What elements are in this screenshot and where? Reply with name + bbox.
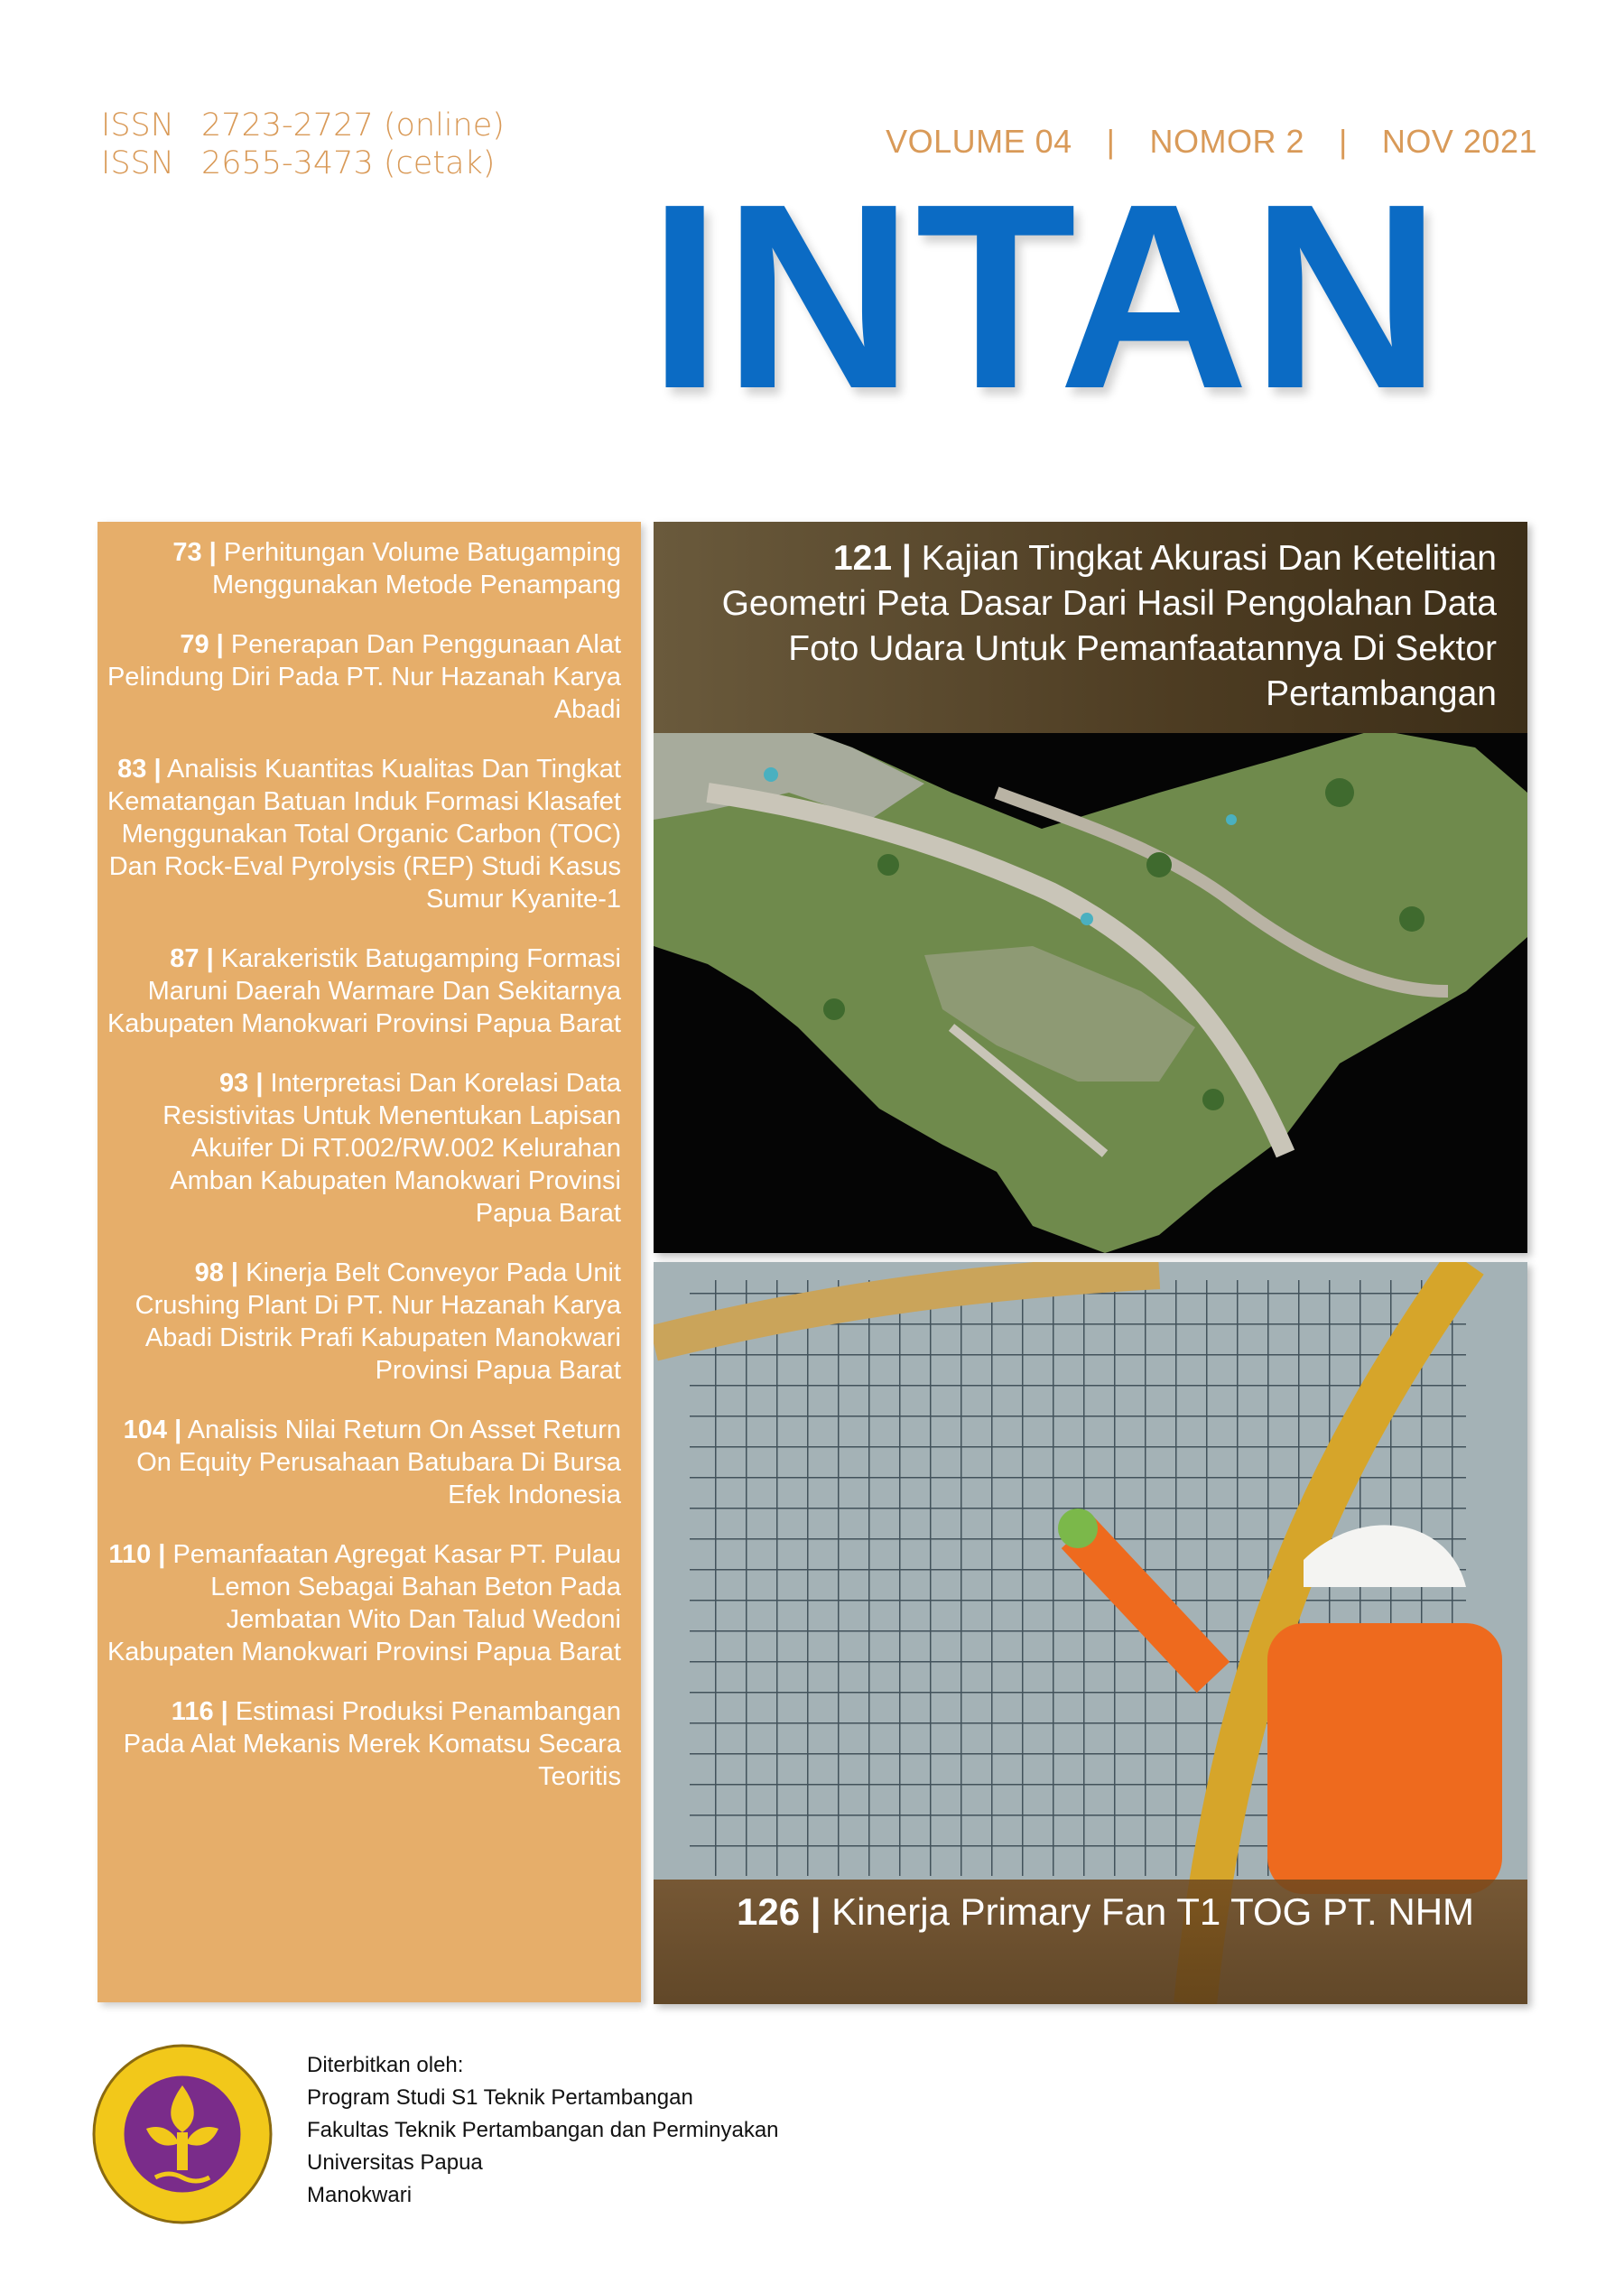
toc-item[interactable]: 79 | Penerapan Dan Penggunaan Alat Pelindung Diri Pada PT. Nur Hazanah Karya Abadi — [107, 630, 621, 724]
issn-online: ISSN 2723-2727 (online) — [101, 107, 505, 144]
separator: | — [1339, 123, 1348, 160]
publisher-info: Diterbitkan oleh: Program Studi S1 Teknik Pertambangan Fakultas Teknik Pertambangan dan Perminyakan Universitas Papua Manokwari — [307, 2053, 779, 2207]
number: NOMOR 2 — [1149, 123, 1305, 160]
journal-title: INTAN — [648, 149, 1443, 443]
toc-item[interactable]: 87 | Karakeristik Batugamping Formasi Maruni Daerah Warmare Dan Sekitarnya Kabupaten Manokwari Provinsi Papua Barat — [107, 944, 621, 1038]
issue-date: NOV 2021 — [1381, 123, 1537, 160]
feature-caption[interactable]: 126 | Kinerja Primary Fan T1 TOG PT. NHM — [737, 1890, 1475, 1933]
university-seal-icon — [90, 2042, 274, 2226]
volume: VOLUME 04 — [886, 123, 1072, 160]
feature-caption[interactable]: 121 | Kajian Tingkat Akurasi Dan Ketelitian Geometri Peta Dasar Dari Hasil Pengolahan Data Foto Udara Untuk Pemanfaatannya Di Sektor Pertambangan — [721, 539, 1497, 713]
toc-item[interactable]: 93 | Interpretasi Dan Korelasi Data Resistivitas Untuk Menentukan Lapisan Akuifer Di RT.002/RW.002 Kelurahan Amban Kabupaten Manokwari Provinsi Papua Barat — [162, 1069, 621, 1228]
table-of-contents — [97, 522, 641, 2002]
toc-item[interactable]: 98 | Kinerja Belt Conveyor Pada Unit Crushing Plant Di PT. Nur Hazanah Karya Abadi Distrik Prafi Kabupaten Manokwari Provinsi Papua Barat — [135, 1258, 621, 1385]
toc-item[interactable]: 73 | Perhitungan Volume Batugamping Menggunakan Metode Penampang — [172, 538, 621, 599]
worker-photo-feature — [654, 1262, 1527, 2004]
toc-item[interactable]: 110 | Pemanfaatan Agregat Kasar PT. Pulau Lemon Sebagai Bahan Beton Pada Jembatan Wito Dan Talud Wedoni Kabupaten Manokwari Provinsi Papua Barat — [107, 1540, 621, 1666]
toc-item[interactable]: 83 | Analisis Kuantitas Kualitas Dan Tingkat Kematangan Batuan Induk Formasi Klasafet Menggunakan Total Organic Carbon (TOC) Dan Rock-Eval Pyrolysis (REP) Studi Kasus Sumur Kyanite-1 — [107, 755, 621, 914]
issn-print: ISSN 2655-3473 (cetak) — [101, 145, 496, 181]
separator: | — [1106, 123, 1116, 160]
toc-item[interactable]: 116 | Estimasi Produksi Penambangan Pada Alat Mekanis Merek Komatsu Secara Teoritis — [123, 1697, 621, 1791]
aerial-photo-feature — [654, 522, 1527, 1253]
toc-item[interactable]: 104 | Analisis Nilai Return On Asset Return On Equity Perusahaan Batubara Di Bursa Efek Indonesia — [123, 1416, 621, 1509]
issn-block — [101, 107, 505, 182]
